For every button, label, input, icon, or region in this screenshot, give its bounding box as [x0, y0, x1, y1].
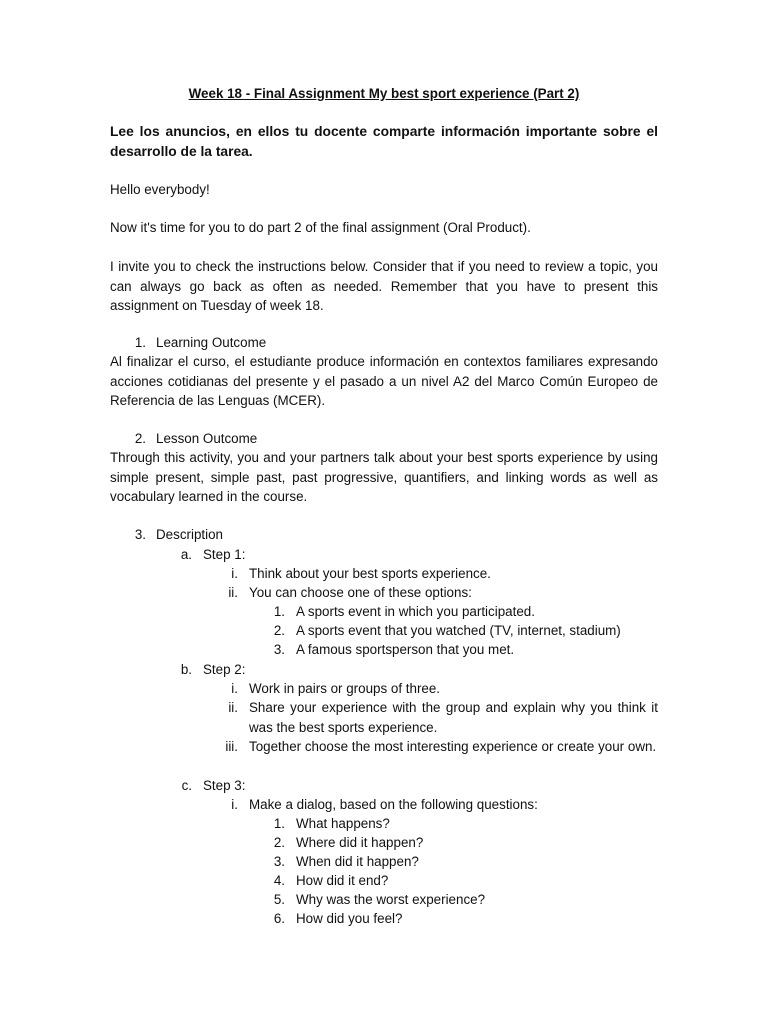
step1-marker: a.	[180, 547, 192, 562]
step2-marker: b.	[180, 662, 192, 677]
question-item: Why was the worst experience?	[296, 892, 486, 907]
step2-iii-text: Together choose the most interesting experience or create your own.	[249, 739, 657, 754]
question-marker: 3.	[273, 854, 285, 869]
section1-marker: 1.	[134, 335, 146, 350]
step1-i-text: Think about your best sports experience.	[249, 566, 491, 581]
section3-marker: 3.	[134, 527, 146, 542]
question-marker: 2.	[273, 835, 285, 850]
step2-iii-marker: iii.	[225, 739, 238, 754]
step3-label: Step 3:	[203, 778, 246, 793]
option-marker: 3.	[273, 642, 285, 657]
step2-ii-text: Share your experience with the group and explain why you think it was the best sports experience.	[249, 700, 658, 735]
question-item: What happens?	[296, 816, 390, 831]
section1-heading: Learning Outcome	[156, 335, 267, 350]
step3-marker: c.	[181, 778, 192, 793]
step2-i-marker: i.	[231, 681, 238, 696]
greeting-text: Hello everybody!	[110, 182, 210, 197]
option-item: A sports event that you watched (TV, internet, stadium)	[296, 623, 621, 638]
step3-i-text: Make a dialog, based on the following questions:	[249, 797, 538, 812]
question-marker: 5.	[273, 892, 285, 907]
step1-ii-marker: ii.	[228, 585, 238, 600]
question-marker: 4.	[273, 873, 285, 888]
step2-i-text: Work in pairs or groups of three.	[249, 681, 441, 696]
step1-i-marker: i.	[231, 566, 238, 581]
intro-text: Now it's time for you to do part 2 of the final assignment (Oral Product).	[110, 220, 531, 235]
step2-ii-marker: ii.	[228, 700, 238, 715]
section1-body: Al finalizar el curso, el estudiante produce información en contextos familiares expresando acciones cotidianas del presente y el pasado a un nivel A2 del Marco Común Europeo de Referencia de las Lenguas (MCER).	[110, 354, 658, 408]
question-item: When did it happen?	[296, 854, 419, 869]
section2-body: Through this activity, you and your partners talk about your best sports experience by using simple present, simple past, past progressive, quantifiers, and linking words as well as vocabulary learned in the course.	[110, 450, 658, 504]
step1-ii-text: You can choose one of these options:	[249, 585, 472, 600]
question-item: Where did it happen?	[296, 835, 424, 850]
section2-marker: 2.	[134, 431, 146, 446]
question-item: How did it end?	[296, 873, 389, 888]
announcement-text: Lee los anuncios, en ellos tu docente comparte información importante sobre el desarrollo de la tarea.	[110, 124, 658, 159]
section3-heading: Description	[156, 527, 223, 542]
instructions-text: I invite you to check the instructions below. Consider that if you need to review a topic, you can always go back as often as needed. Remember that you have to present this assignment on Tuesday of week 18.	[110, 259, 658, 313]
question-marker: 1.	[273, 816, 285, 831]
document-title: Week 18 - Final Assignment My best sport experience (Part 2)	[188, 86, 580, 101]
step2-label: Step 2:	[203, 662, 246, 677]
question-marker: 6.	[273, 911, 285, 926]
step3-i-marker: i.	[231, 797, 238, 812]
option-item: A famous sportsperson that you met.	[296, 642, 515, 657]
step1-label: Step 1:	[203, 547, 246, 562]
question-item: How did you feel?	[296, 911, 403, 926]
option-marker: 1.	[273, 604, 285, 619]
section2-heading: Lesson Outcome	[156, 431, 258, 446]
option-item: A sports event in which you participated.	[296, 604, 535, 619]
option-marker: 2.	[273, 623, 285, 638]
